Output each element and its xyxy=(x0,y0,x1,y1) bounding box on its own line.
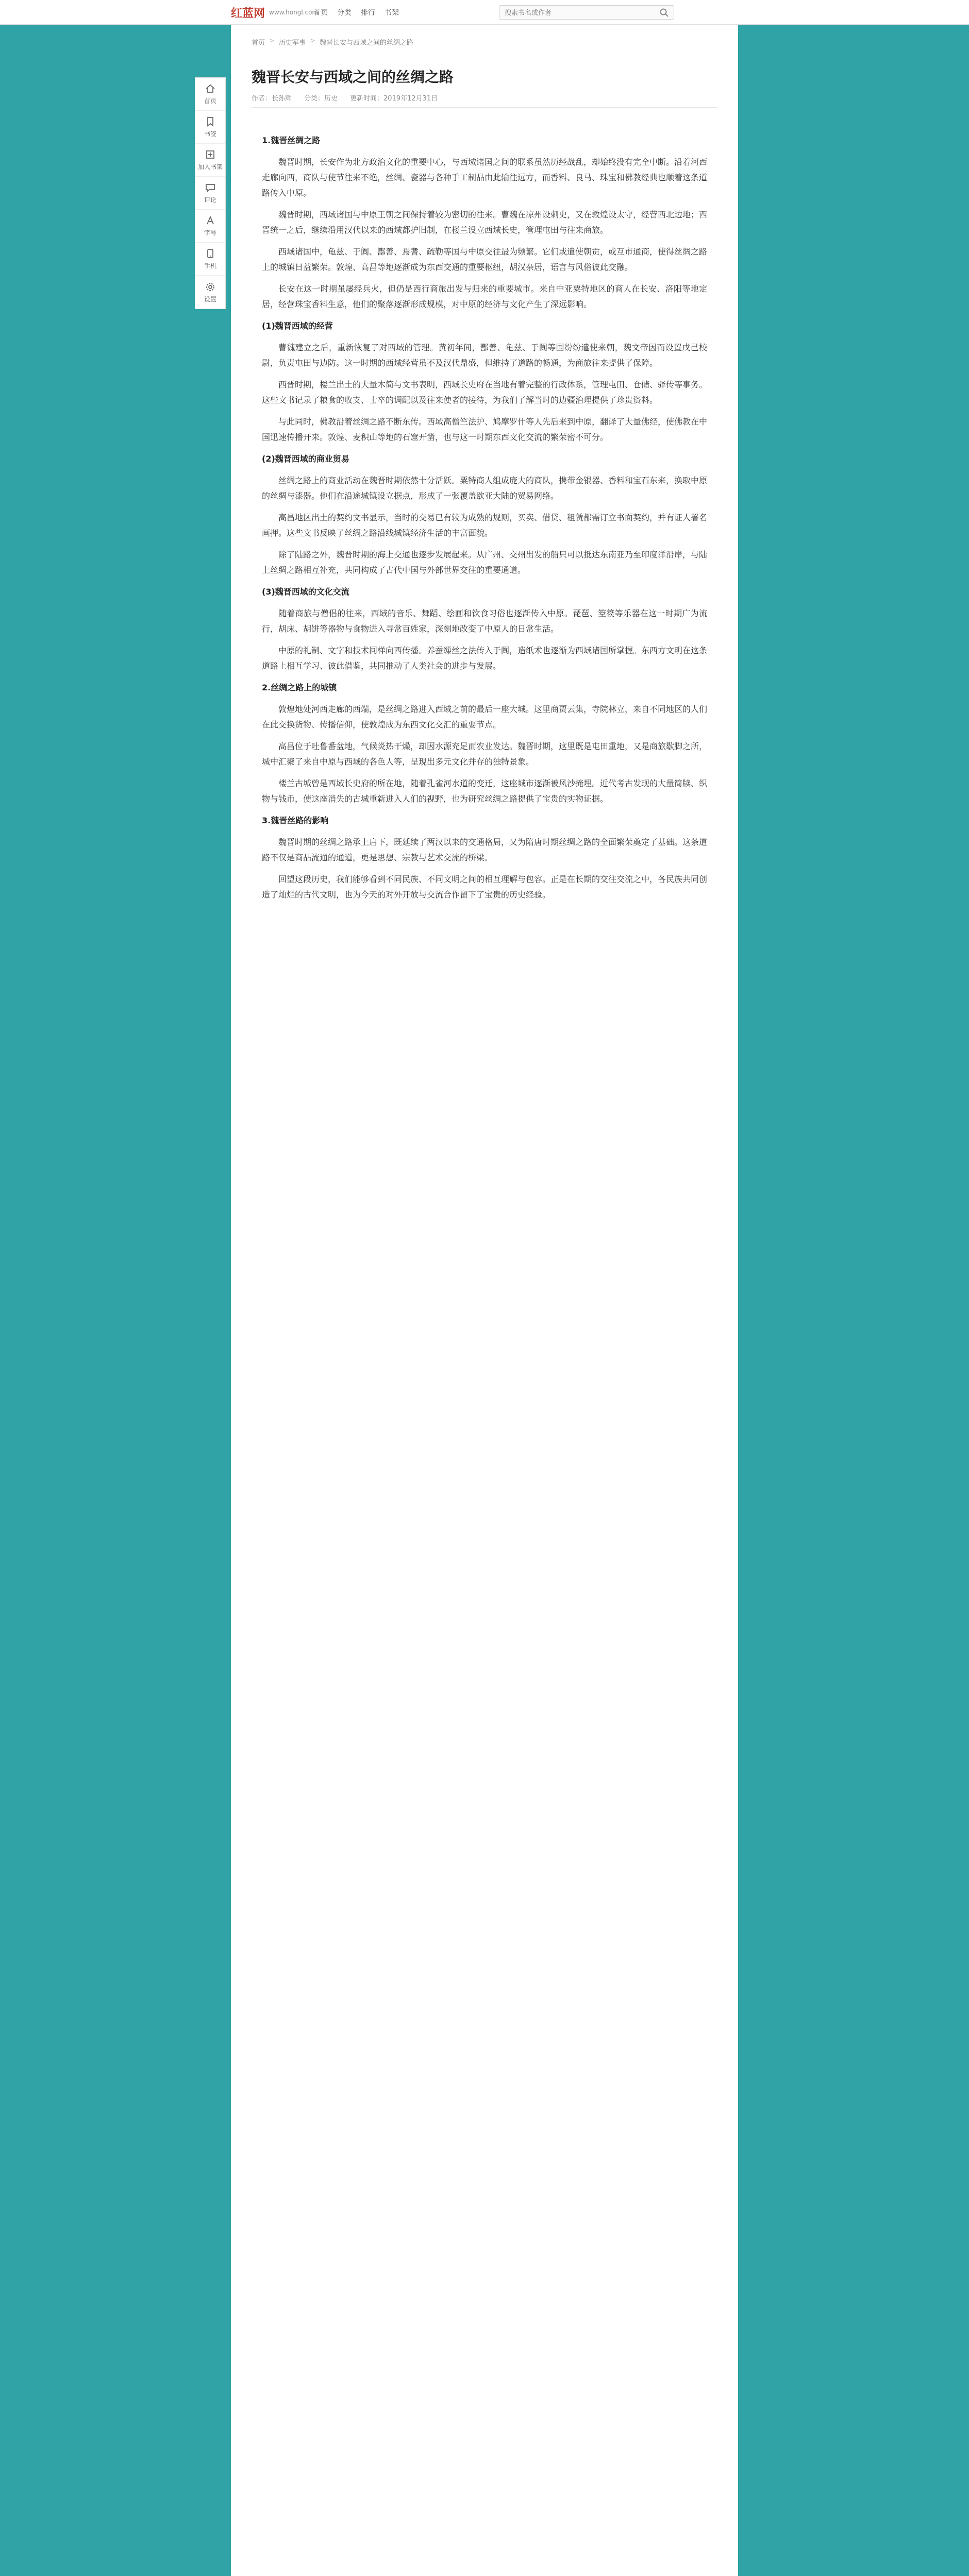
font-icon xyxy=(205,215,216,226)
article-paragraph: 中原的礼制、文字和技术同样向西传播。养蚕缫丝之法传入于阗，造纸术也逐渐为西域诸国所掌握。东西方文明在这条道路上相互学习、彼此借鉴，共同推动了人类社会的进步与发展。 xyxy=(262,646,708,671)
rail-comment[interactable] xyxy=(195,177,225,210)
shelf-icon xyxy=(205,149,216,160)
article-paragraph: 随着商旅与僧侣的往来，西域的音乐、舞蹈、绘画和饮食习俗也逐渐传入中原。琵琶、箜篌等乐器在这一时期广为流行，胡床、胡饼等器物与食物进入寻常百姓家，深刻地改变了中原人的日常生活。 xyxy=(262,608,707,634)
rail-label: 书签 xyxy=(204,130,216,138)
rail-phone[interactable] xyxy=(195,243,225,276)
article-paragraph: 丝绸之路上的商业活动在魏晋时期依然十分活跃。粟特商人组成庞大的商队，携带金银器、香料和宝石东来，换取中原的丝绸与漆器。他们在沿途城镇设立据点，形成了一张覆盖欧亚大陆的贸易网络。 xyxy=(262,476,708,501)
rail-home[interactable] xyxy=(195,78,225,111)
article-paragraph: 回望这段历史，我们能够看到不同民族、不同文明之间的相互理解与包容。正是在长期的交往交流之中，各民族共同创造了灿烂的古代文明，也为今天的对外开放与交流合作留下了宝贵的历史经验。 xyxy=(262,874,708,900)
rail-label: 首页 xyxy=(204,97,216,105)
rail-label: 设置 xyxy=(204,295,216,303)
meta-category[interactable]: 分类：历史 xyxy=(304,95,338,103)
article-paragraph: 魏晋时期，西域诸国与中原王朝之间保持着较为密切的往来。曹魏在凉州设刺史，又在敦煌设太守，经营西北边地；西晋统一之后，继续沿用汉代以来的西域都护旧制，在楼兰设立西域长史，管理屯田与往来商旅。 xyxy=(262,210,708,235)
gear-icon xyxy=(205,281,216,293)
article-paragraph: 与此同时，佛教沿着丝绸之路不断东传。西域高僧竺法护、鸠摩罗什等人先后来到中原，翻译了大量佛经，使佛教在中国迅速传播开来。敦煌、麦积山等地的石窟开凿，也与这一时期东西文化交流的繁荣密不可分。 xyxy=(262,417,708,442)
section-heading: (2)魏晋西域的商业贸易 xyxy=(262,454,349,464)
breadcrumb-separator: > xyxy=(309,37,315,45)
article-paragraph: 高昌位于吐鲁番盆地，气候炎热干燥，却因水源充足而农业发达。魏晋时期，这里既是屯田重地，又是商旅歇脚之所，城中汇聚了来自中原与西域的各色人等，呈现出多元文化并存的独特景象。 xyxy=(262,741,708,767)
logo-text: 红蓝网 xyxy=(231,6,265,20)
site-logo[interactable] xyxy=(231,3,318,22)
home-icon xyxy=(205,83,216,94)
article-paragraph: 楼兰古城曾是西域长史府的所在地，随着孔雀河水道的变迁，这座城市逐渐被风沙掩埋。近代考古发现的大量简牍、织物与钱币，使这座消失的古城重新进入人们的视野，也为研究丝绸之路提供了宝贵的实物证据。 xyxy=(262,778,708,804)
bookmark-icon xyxy=(205,116,216,127)
rail-label: 字号 xyxy=(204,229,216,236)
article-paragraph: 魏晋时期的丝绸之路承上启下，既延续了两汉以来的交通格局，又为隋唐时期丝绸之路的全面繁荣奠定了基础。这条道路不仅是商品流通的通道，更是思想、宗教与艺术交流的桥梁。 xyxy=(262,837,708,862)
breadcrumb-category[interactable]: 历史军事 xyxy=(278,39,306,47)
meta-author[interactable]: 作者：长孙辉 xyxy=(252,95,292,103)
search-input[interactable] xyxy=(505,8,649,18)
article-paragraph: 长安在这一时期虽屡经兵火，但仍是西行商旅出发与归来的重要城市。来自中亚粟特地区的商人在长安、洛阳等地定居，经营珠宝香料生意，他们的聚落逐渐形成规模，对中原的经济与文化产生了深远影响。 xyxy=(262,284,707,309)
rail-label: 加入书架 xyxy=(197,163,223,171)
search-icon[interactable] xyxy=(659,8,670,18)
section-heading: (3)魏晋西域的文化交流 xyxy=(262,587,349,597)
comment-icon xyxy=(205,182,216,193)
breadcrumb xyxy=(252,37,413,47)
phone-icon xyxy=(205,248,216,259)
rail-font[interactable] xyxy=(195,210,225,243)
divider xyxy=(252,107,717,108)
rail-label: 评论 xyxy=(204,196,216,204)
rail-bookmark[interactable] xyxy=(195,111,225,144)
section-heading: 2.丝绸之路上的城镇 xyxy=(262,683,337,692)
article-paragraph: 敦煌地处河西走廊的西端，是丝绸之路进入西域之前的最后一座大城。这里商贾云集，寺院林立，来自不同地区的人们在此交换货物、传播信仰，使敦煌成为东西文化交汇的重要节点。 xyxy=(262,704,708,730)
article-paragraph: 西域诸国中，龟兹、于阗、鄯善、焉耆、疏勒等国与中原交往最为频繁。它们或遣使朝贡，或互市通商，使得丝绸之路上的城镇日益繁荣。敦煌、高昌等地逐渐成为东西交通的重要枢纽，胡汉杂居，语言与风俗彼此交融。 xyxy=(262,247,708,272)
article-paragraph: 高昌地区出土的契约文书显示，当时的交易已有较为成熟的规则，买卖、借贷、租赁都需订立书面契约，并有证人署名画押。这些文书反映了丝绸之路沿线城镇经济生活的丰富面貌。 xyxy=(262,513,708,538)
section-heading: 3.魏晋丝路的影响 xyxy=(262,816,329,825)
top-nav-item-home[interactable]: 首页 xyxy=(313,9,328,17)
top-nav-item-category[interactable]: 分类 xyxy=(337,9,352,17)
section-heading: 1.魏晋丝绸之路 xyxy=(262,135,321,145)
article-body xyxy=(262,128,707,909)
top-bar xyxy=(0,0,969,25)
article-meta xyxy=(252,93,438,103)
article-paragraph: 曹魏建立之后，重新恢复了对西域的管理。黄初年间，鄯善、龟兹、于阗等国纷纷遣使来朝，魏文帝因而设置戊己校尉，负责屯田与边防。这一时期的西域经营虽不及汉代鼎盛，但维持了道路的畅通，为商旅往来提供了保障。 xyxy=(262,343,707,368)
left-rail xyxy=(195,77,226,309)
meta-updated: 更新时间：2019年12月31日 xyxy=(350,95,438,103)
breadcrumb-separator: > xyxy=(269,37,275,45)
breadcrumb-current: 魏晋长安与西域之间的丝绸之路 xyxy=(319,39,413,47)
rail-settings[interactable] xyxy=(195,276,225,309)
article-paragraph: 西晋时期，楼兰出土的大量木简与文书表明，西域长史府在当地有着完整的行政体系，管理屯田、仓储、驿传等事务。这些文书记录了粮食的收支、士卒的调配以及往来使者的接待，为我们了解当时的边疆治理提供了珍贵资料。 xyxy=(262,380,708,405)
section-heading: (1)魏晋西域的经营 xyxy=(262,321,333,331)
top-bar-inner xyxy=(231,0,738,25)
rail-shelf[interactable] xyxy=(195,144,225,177)
top-nav-item-rank[interactable]: 排行 xyxy=(361,9,375,17)
article-paragraph: 除了陆路之外，魏晋时期的海上交通也逐步发展起来。从广州、交州出发的船只可以抵达东南亚乃至印度洋沿岸，与陆上丝绸之路相互补充，共同构成了古代中国与外部世界交往的重要通道。 xyxy=(262,550,708,575)
article-paragraph: 魏晋时期，长安作为北方政治文化的重要中心，与西域诸国之间的联系虽然历经战乱，却始终没有完全中断。沿着河西走廊向西，商队与使节往来不绝，丝绸、瓷器与各种手工制品由此输往远方，而香料、良马、珠宝和佛教经典也顺着这条道路传入中原。 xyxy=(262,157,708,198)
rail-label: 手机 xyxy=(204,262,216,269)
article-paper xyxy=(231,25,738,2576)
page-title: 魏晋长安与西域之间的丝绸之路 xyxy=(252,69,454,86)
breadcrumb-home[interactable]: 首页 xyxy=(252,39,265,47)
top-search xyxy=(499,5,674,20)
top-nav xyxy=(313,7,399,18)
top-nav-item-shelf[interactable]: 书架 xyxy=(385,9,399,17)
logo-sub: www.hongl.com xyxy=(269,9,319,16)
